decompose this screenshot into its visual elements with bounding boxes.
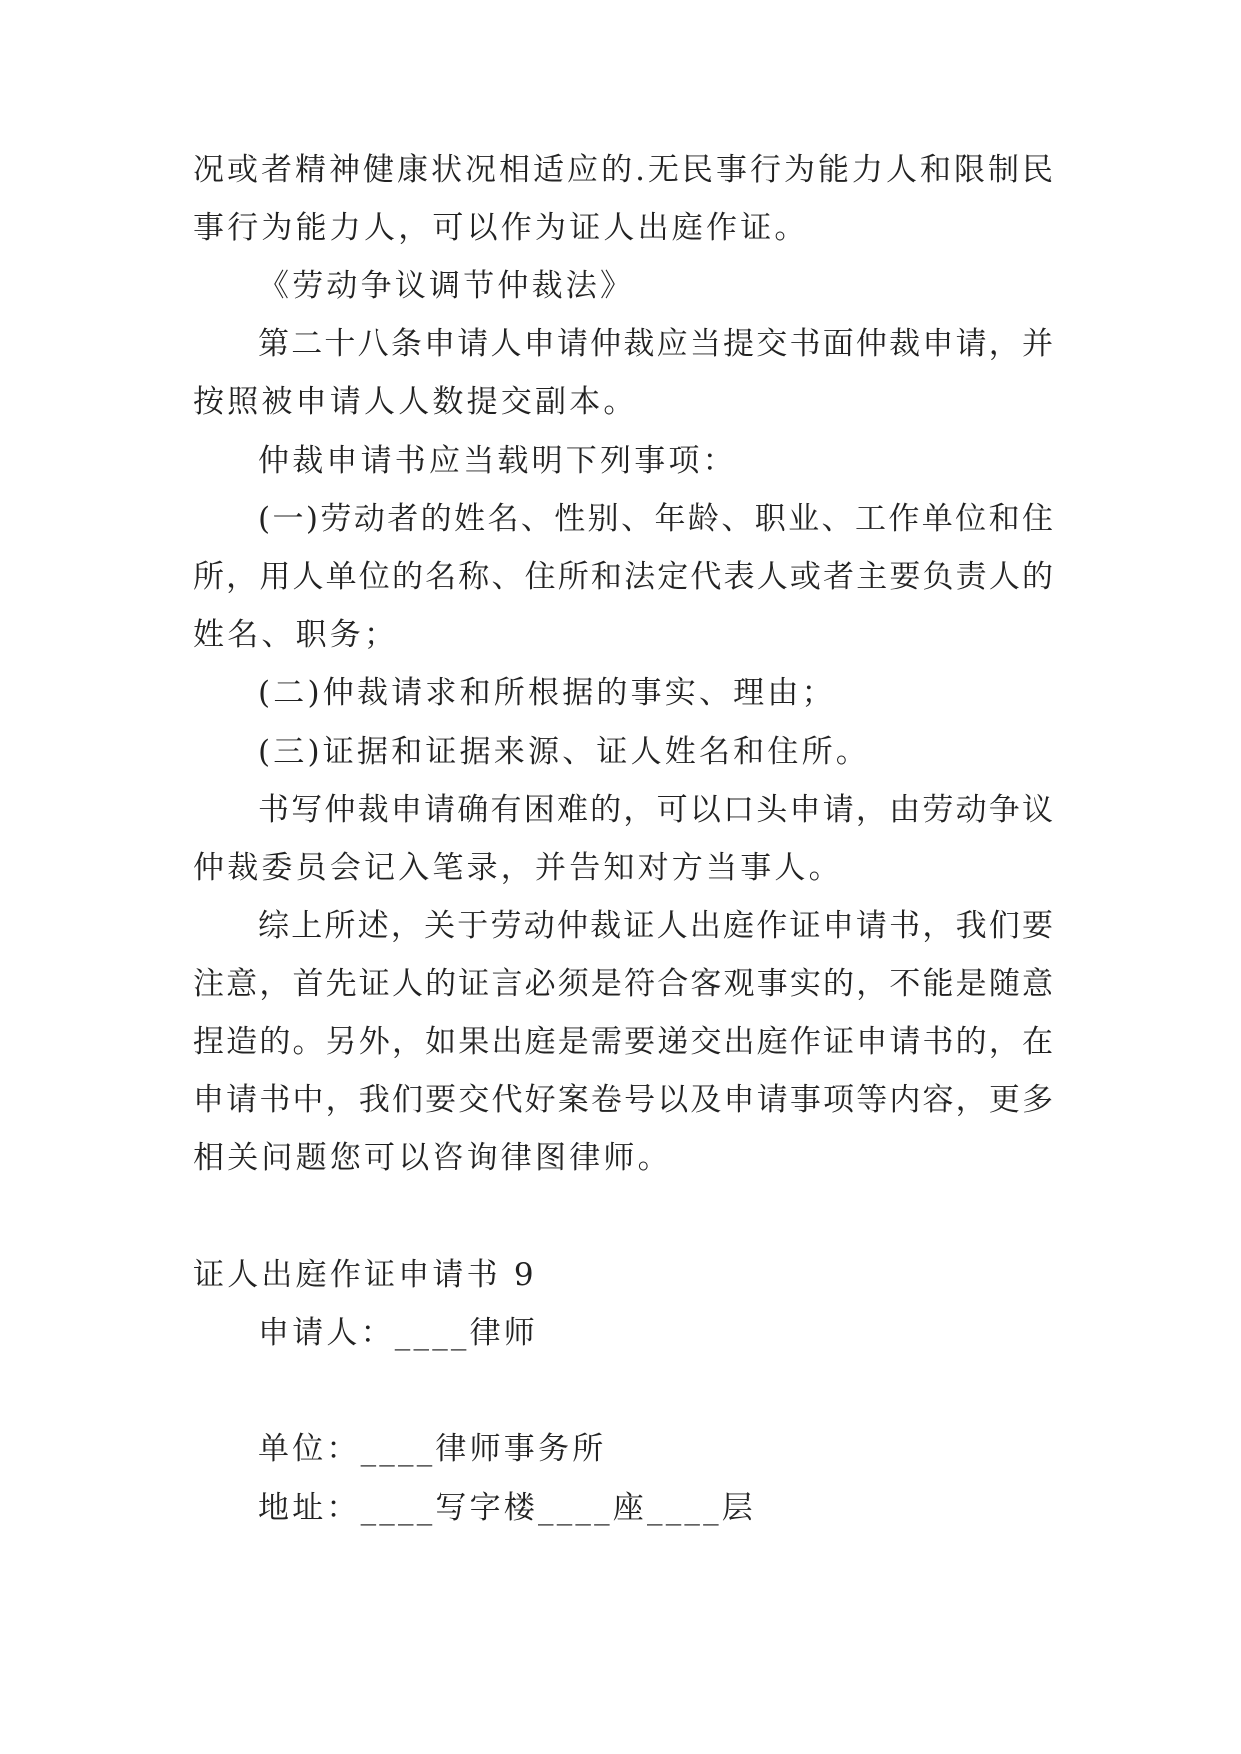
list-item-line: (三)证据和证据来源、证人姓名和住所。 [258, 734, 870, 770]
paragraph-line: 第二十八条申请人申请仲裁应当提交书面仲裁申请，并 [258, 326, 1053, 362]
paragraph-line: 仲裁申请书应当载明下列事项： [258, 443, 737, 479]
paragraph-line: 况或者精神健康状况相适应的.无民事行为能力人和限制民 [193, 152, 1053, 188]
list-item-line: 姓名、职务； [193, 617, 399, 653]
paragraph-line: 按照被申请人人数提交副本。 [193, 384, 638, 420]
paragraph-line: 注意，首先证人的证言必须是符合客观事实的，不能是随意 [193, 966, 1053, 1002]
address-field: 地址：____写字楼____座____层 [258, 1490, 756, 1526]
applicant-field: 申请人：____律师 [258, 1315, 538, 1351]
law-title: 《劳动争议调节仲裁法》 [258, 268, 635, 304]
paragraph-line: 综上所述，关于劳动仲裁证人出庭作证申请书，我们要 [258, 908, 1053, 944]
paragraph-line: 书写仲裁申请确有困难的，可以口头申请，由劳动争议 [258, 792, 1053, 828]
paragraph-line: 相关问题您可以咨询律图律师。 [193, 1140, 672, 1176]
paragraph-line: 捏造的。另外，如果出庭是需要递交出庭作证申请书的，在 [193, 1024, 1053, 1060]
paragraph-line: 仲裁委员会记入笔录，并告知对方当事人。 [193, 850, 843, 886]
list-item-line: (二)仲裁请求和所根据的事实、理由； [258, 675, 836, 711]
section-heading: 证人出庭作证申请书 9 [193, 1257, 537, 1293]
paragraph-line: 事行为能力人，可以作为证人出庭作证。 [193, 210, 809, 246]
unit-field: 单位：____律师事务所 [258, 1431, 607, 1467]
list-item-line: (一)劳动者的姓名、性别、年龄、职业、工作单位和住 [258, 501, 1053, 537]
paragraph-line: 申请书中，我们要交代好案卷号以及申请事项等内容，更多 [193, 1082, 1053, 1118]
list-item-line: 所，用人单位的名称、住所和法定代表人或者主要负责人的 [193, 559, 1053, 595]
